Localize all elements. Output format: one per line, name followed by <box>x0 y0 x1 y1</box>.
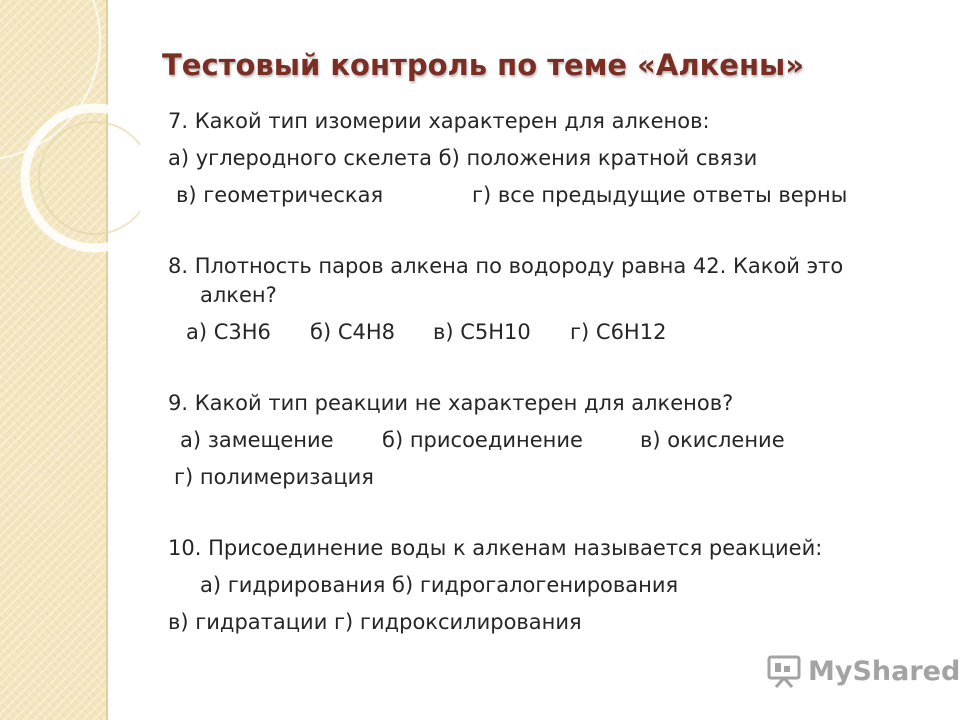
question-8-text: 8. Плотность паров алкена по водороду равна 42. Какой это <box>168 254 844 278</box>
question-8-option-a: а) С3Н6 <box>186 320 271 344</box>
presentation-board-icon <box>766 654 802 688</box>
question-10-options-ab: а) гидрирования б) гидрогалогенирования <box>200 573 679 597</box>
question-9-option-a: а) замещение <box>180 428 334 452</box>
question-7-options-ab: а) углеродного скелета б) положения кратной связи <box>168 146 758 170</box>
question-9-option-c: в) окисление <box>640 428 785 452</box>
question-9-option-b: б) присоединение <box>382 428 583 452</box>
question-8-option-c: в) С5Н10 <box>433 320 531 344</box>
question-8-option-b: б) С4Н8 <box>310 320 395 344</box>
question-10-options-cd: в) гидратации г) гидроксилирования <box>168 610 582 634</box>
question-8-option-d: г) С6Н12 <box>570 320 667 344</box>
watermark <box>766 654 960 688</box>
question-9-text: 9. Какой тип реакции не характерен для алкенов? <box>168 391 734 415</box>
decorative-circles <box>0 0 140 300</box>
question-7-text: 7. Какой тип изомерии характерен для алкенов: <box>168 109 710 133</box>
question-9-option-d: г) полимеризация <box>174 465 374 489</box>
slide-title: Тестовый контроль по теме «Алкены» <box>162 48 804 82</box>
watermark-text: MyShared <box>808 655 960 687</box>
question-8-text-cont: алкен? <box>200 283 277 307</box>
question-7-option-c: в) геометрическая <box>176 183 384 207</box>
question-10-text: 10. Присоединение воды к алкенам называется реакцией: <box>168 536 823 560</box>
question-7-option-d: г) все предыдущие ответы верны <box>472 183 848 207</box>
